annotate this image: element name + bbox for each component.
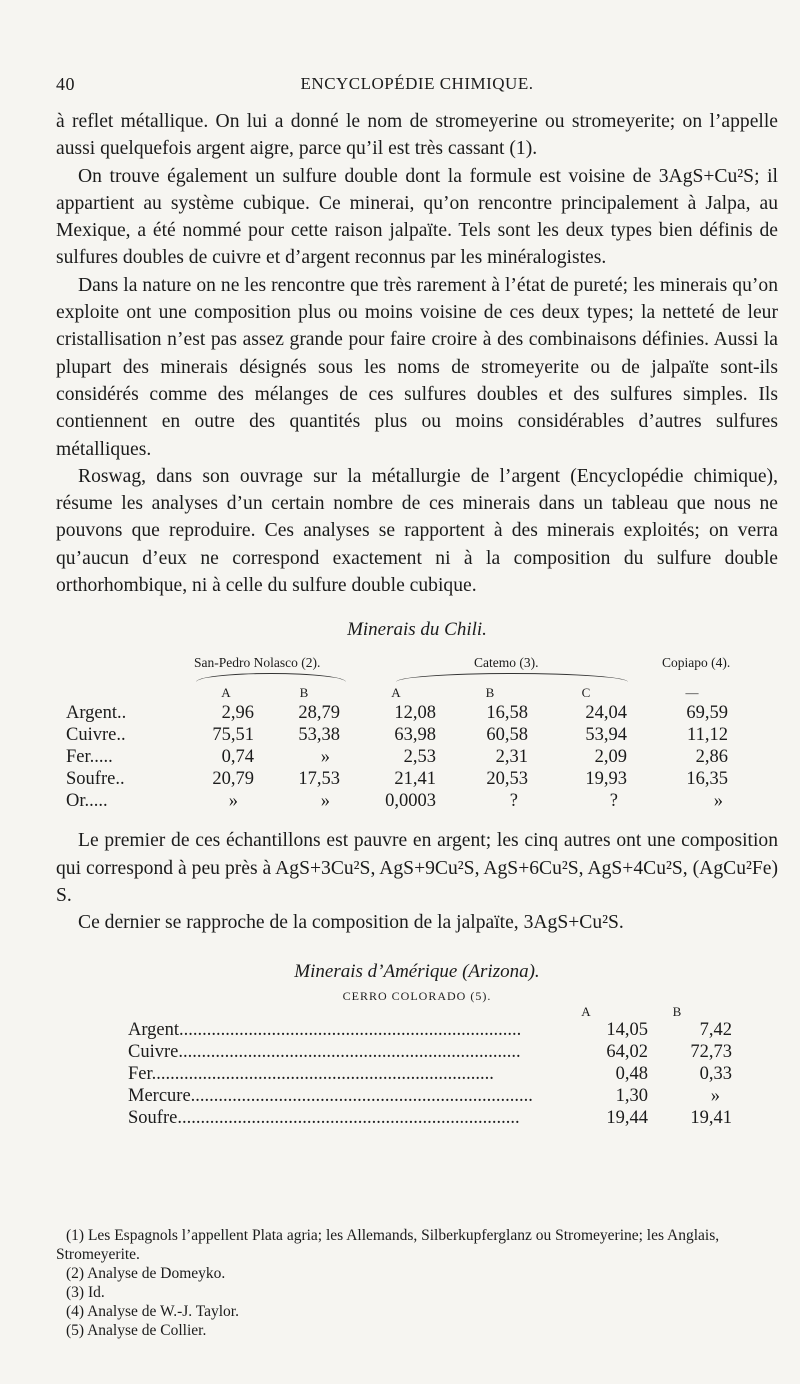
cell: 2,96 — [221, 703, 254, 724]
cell: 20,79 — [212, 769, 254, 790]
arizona-table-title: Minerais d’Amérique (Arizona). — [294, 960, 540, 982]
cell: » — [228, 791, 238, 812]
cell: 0,0003 — [385, 791, 436, 812]
arizona-table — [56, 1004, 778, 1134]
paragraph-6: Ce dernier se rapproche de la composition de la jalpaïte, 3AgS+Cu²S. — [78, 912, 624, 934]
group-catemo: Catemo (3). — [474, 655, 539, 671]
table-row — [128, 1108, 778, 1130]
table-row — [128, 1042, 778, 1064]
cell: 1,30 — [615, 1085, 648, 1106]
page-number: 40 — [56, 74, 75, 94]
cell: 60,58 — [486, 725, 528, 746]
cell: » — [713, 791, 723, 812]
footnote-4: (4) Analyse de W.-J. Taylor. — [66, 1303, 239, 1320]
cell: 20,53 — [486, 769, 528, 790]
cell: 2,53 — [403, 747, 436, 768]
cell: 0,48 — [615, 1063, 648, 1084]
cell: 2,31 — [495, 747, 528, 768]
cell: 19,41 — [690, 1107, 732, 1128]
paragraph-5: Le premier de ces échantillons est pauvre en argent; les cinq autres ont une composition qui correspond à peu près à AgS+3Cu²S, AgS+9Cu²S, AgS+6Cu²S, AgS+4Cu²S, (AgCu²Fe) S. — [56, 830, 778, 906]
cell: 0,74 — [221, 747, 254, 768]
table-row — [56, 769, 778, 791]
table-row — [56, 791, 778, 813]
row-label: Cuivre.......................................................................... — [128, 1041, 521, 1062]
cell: 19,44 — [606, 1107, 648, 1128]
row-label: Argent.......................................................................... — [128, 1019, 522, 1040]
cell: 53,94 — [585, 725, 627, 746]
cell: 12,08 — [394, 703, 436, 724]
table-row — [56, 725, 778, 747]
table-row — [56, 703, 778, 725]
cell: 14,05 — [606, 1019, 648, 1040]
paragraph-2: On trouve également un sulfure double dont la formule est voisine de 3AgS+Cu²S; il appartient au système cubique. Ce minerai, qu’on rencontre principalement à Jalpa, au Mexique, a été nommé pour cette raison jalpaïte. Tels sont les deux types bien définis de sulfures doubles de cuivre et d’argent reconnus par les minéralogistes. — [56, 165, 778, 269]
subhead-1: A — [221, 685, 231, 701]
cell: » — [320, 747, 330, 768]
subhead-4: B — [485, 685, 495, 701]
row-label: Fer..... — [66, 747, 113, 768]
subhead-6: — — [685, 685, 699, 701]
cell: 21,41 — [394, 769, 436, 790]
cell: 28,79 — [298, 703, 340, 724]
cell: » — [320, 791, 330, 812]
group-san-pedro: San-Pedro Nolasco (2). — [194, 655, 321, 671]
footnote-1: (1) Les Espagnols l’appellent Plata agria; les Allemands, Silberkupferglanz ou Stromeyerine; les Anglais, Stromeyerite. — [56, 1227, 720, 1263]
cell: 2,09 — [594, 747, 627, 768]
cell: ? — [609, 791, 618, 812]
subhead-3: A — [391, 685, 401, 701]
chili-table-title: Minerais du Chili. — [347, 619, 487, 641]
subhead-a: A — [581, 1003, 591, 1019]
subhead-5: C — [581, 685, 591, 701]
cell: 7,42 — [699, 1019, 732, 1040]
row-label: Cuivre.. — [66, 725, 126, 746]
running-header — [56, 72, 778, 108]
cell: 2,86 — [695, 747, 728, 768]
paragraph-1: à reflet métallique. On lui a donné le nom de stromeyerine ou stromeyerite; on l’appelle aussi quelquefois argent aigre, parce qu’il est très cassant (1). — [56, 111, 778, 160]
arizona-table-subtitle: CERRO COLORADO (5). — [342, 988, 492, 1003]
cell: 69,59 — [686, 703, 728, 724]
cell: 53,38 — [298, 725, 340, 746]
footnotes — [56, 1226, 778, 1340]
brace-catemo — [396, 673, 628, 682]
cell: 24,04 — [585, 703, 627, 724]
footnote-3: (3) Id. — [66, 1284, 105, 1301]
row-label: Soufre.......................................................................... — [128, 1107, 520, 1128]
table-row — [56, 747, 778, 769]
row-label: Or..... — [66, 791, 108, 812]
cell: 17,53 — [298, 769, 340, 790]
row-label: Argent.. — [66, 703, 127, 724]
row-label: Fer.......................................................................... — [128, 1063, 494, 1084]
footnote-2: (2) Analyse de Domeyko. — [66, 1265, 226, 1282]
cell: 63,98 — [394, 725, 436, 746]
subhead-2: B — [299, 685, 309, 701]
group-copiapo: Copiapo (4). — [662, 655, 731, 671]
cell: ? — [509, 791, 518, 812]
page — [56, 72, 778, 1134]
chili-table — [56, 655, 778, 812]
paragraph-3: Dans la nature on ne les rencontre que très rarement à l’état de pureté; les minerais qu’on exploite ont une composition plus ou moins voisine de ces deux types; la netteté de leur cristallisation n’est pas assez grande pour faire croire à des combinaisons définies. Aussi la plupart des minerais désignés sous les noms de stromeyerite ou de jalpaïte sont-ils considérés comme des mélanges de ces sulfures doubles et des sulfures simples. Ils contiennent en outre des quantités plus ou moins considérables d’autres sulfures métalliques. — [56, 274, 778, 460]
cell: 11,12 — [687, 725, 728, 746]
paragraph-4: Roswag, dans son ouvrage sur la métallurgie de l’argent (Encyclopédie chimique), résume les analyses d’un certain nombre de ces minerais dans un tableau que nous ne pouvons que reproduire. Ces analyses se rapportent à des minerais exploités; on verra qu’aucun d’eux ne correspond exactement ni à la composition du sulfure double orthorhombique, ni à celle du sulfure double cubique. — [56, 465, 778, 597]
cell: 64,02 — [606, 1041, 648, 1062]
cell: 16,58 — [486, 703, 528, 724]
footnote-5: (5) Analyse de Collier. — [66, 1322, 207, 1339]
cell: » — [710, 1085, 720, 1106]
cell: 19,93 — [585, 769, 627, 790]
cell: 72,73 — [690, 1041, 732, 1062]
cell: 16,35 — [686, 769, 728, 790]
table-row — [128, 1086, 778, 1108]
table-row — [128, 1020, 778, 1042]
brace-san-pedro — [196, 673, 346, 682]
cell: 0,33 — [699, 1063, 732, 1084]
running-title: ENCYCLOPÉDIE CHIMIQUE. — [300, 74, 534, 93]
subhead-b: B — [672, 1003, 682, 1019]
cell: 75,51 — [212, 725, 254, 746]
row-label: Mercure.......................................................................... — [128, 1085, 533, 1106]
row-label: Soufre.. — [66, 769, 125, 790]
table-row — [128, 1064, 778, 1086]
